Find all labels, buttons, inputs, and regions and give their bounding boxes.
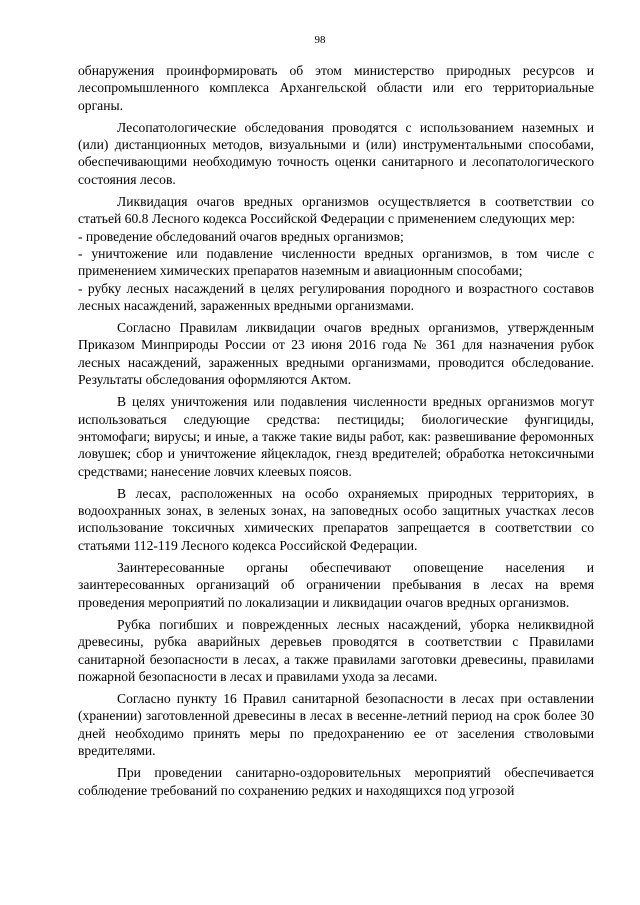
paragraph: Согласно Правилам ликвидации очагов вредных организмов, утвержденным Приказом Минприроды России от 23 июня 2016 года № 361 для назначения рубок лесных насаждений, зараженных вредными организмами, проводится обследование. Результаты обследования оформляются Актом. <box>78 320 594 388</box>
paragraph: При проведении санитарно-оздоровительных мероприятий обеспечивается соблюдение требований по сохранению редких и находящихся под угрозой <box>78 765 594 798</box>
paragraph: В лесах, расположенных на особо охраняемых природных территориях, в водоохранных зонах, в зеленых зонах, на заповедных особо защитных участках лесов использование токсичных химических препаратов запрещается в соответствии со статьями 112-119 Лесного кодекса Российской Федерации. <box>78 485 594 553</box>
document-body <box>78 62 594 799</box>
paragraph: Согласно пункту 16 Правил санитарной безопасности в лесах при оставлении (хранении) заготовленной древесины в лесах в весенне-летний период на срок более 30 дней необходимо принять меры по предохранению ее от заселения стволовыми вредителями. <box>78 691 594 758</box>
paragraph: Рубка погибших и поврежденных лесных насаждений, уборка неликвидной древесины, рубка аварийных деревьев проводятся в соответствии с Правилами санитарной безопасности в лесах, а также правилами заготовки древесины, правилами пожарной безопасности в лесах и правилами ухода за лесами. <box>78 616 594 684</box>
page-number: 98 <box>314 34 326 46</box>
list-item: - уничтожение или подавление численности вредных организмов, в том числе с применением химических препаратов наземным и авиационным способами; <box>78 245 594 279</box>
paragraph: обнаружения проинформировать об этом министерство природных ресурсов и лесопромышленного комплекса Архангельской области или его территориальные органы. <box>78 63 594 113</box>
list-item: - проведение обследований очагов вредных организмов; <box>78 228 404 244</box>
paragraph: Лесопатологические обследования проводятся с использованием наземных и (или) дистанционных методов, визуальными и (или) инструментальными способами, обеспечивающими необходимую точность оценки санитарного и лесопатологического состояния лесов. <box>78 119 594 187</box>
paragraph: Ликвидация очагов вредных организмов осуществляется в соответствии со статьей 60.8 Лесного кодекса Российской Федерации с применением следующих мер: <box>78 194 594 227</box>
paragraph: Заинтересованные органы обеспечивают оповещение населения и заинтересованных организаций об ограничении пребывания в лесах на время проведения мероприятий по локализации и ликвидации очагов вредных организмов. <box>78 560 594 610</box>
list-item: - рубку лесных насаждений в целях регулирования породного и возрастного составов лесных насаждений, зараженных вредными организмами. <box>78 280 594 313</box>
paragraph: В целях уничтожения или подавления численности вредных организмов могут использоваться следующие средства: пестициды; биологические фунгициды, энтомофаги; вирусы; и иные, а также такие виды работ, как: развешивание феромонных ловушек; сбор и уничтожение яйцекладок, гнезд вредителей; обработка нетоксичными средствами; нанесение ловчих клеевых поясов. <box>78 394 594 479</box>
